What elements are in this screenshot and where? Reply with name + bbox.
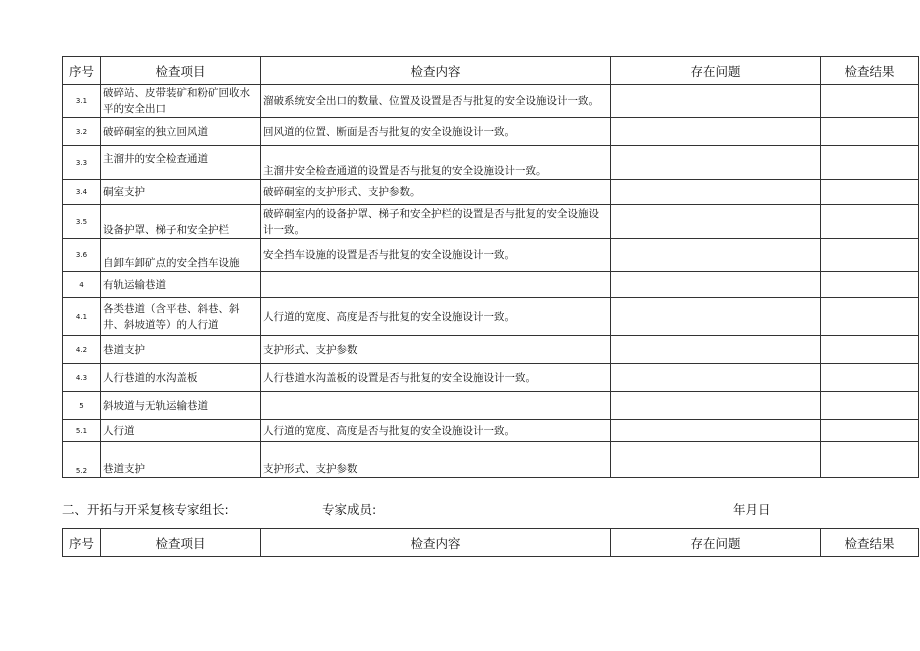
header-result: 检查结果 — [821, 529, 919, 557]
table-header-row — [63, 57, 919, 85]
row-item: 设备护罩、梯子和安全护栏 — [101, 205, 261, 239]
row-item: 斜坡道与无轨运输巷道 — [101, 392, 261, 420]
table-row — [63, 442, 919, 478]
row-number: 3.5 — [63, 205, 101, 239]
row-number: 3.3 — [63, 146, 101, 180]
header-seq: 序号 — [63, 529, 101, 557]
inspection-table-2 — [62, 528, 919, 557]
result-cell[interactable] — [821, 205, 919, 239]
result-cell[interactable] — [821, 298, 919, 336]
row-content — [261, 392, 611, 420]
issue-cell[interactable] — [611, 442, 821, 478]
inspection-table — [62, 56, 919, 478]
header-issue: 存在问题 — [611, 57, 821, 85]
issue-cell[interactable] — [611, 336, 821, 364]
row-content: 人行巷道水沟盖板的设置是否与批复的安全设施设计一致。 — [261, 364, 611, 392]
table-row — [63, 336, 919, 364]
issue-cell[interactable] — [611, 239, 821, 272]
row-number: 4.3 — [63, 364, 101, 392]
row-content: 破碎硐室的支护形式、支护参数。 — [261, 180, 611, 205]
result-cell[interactable] — [821, 118, 919, 146]
row-number: 5.1 — [63, 420, 101, 442]
result-cell[interactable] — [821, 272, 919, 298]
date-label: 年月日 — [733, 502, 771, 517]
row-content: 支护形式、支护参数 — [261, 442, 611, 478]
header-issue: 存在问题 — [611, 529, 821, 557]
row-item: 巷道支护 — [101, 442, 261, 478]
row-number: 3.1 — [63, 85, 101, 118]
issue-cell[interactable] — [611, 180, 821, 205]
issue-cell[interactable] — [611, 298, 821, 336]
issue-cell[interactable] — [611, 85, 821, 118]
row-content: 支护形式、支护参数 — [261, 336, 611, 364]
row-item: 自卸车卸矿点的安全挡车设施 — [101, 239, 261, 272]
row-number: 4.1 — [63, 298, 101, 336]
issue-cell[interactable] — [611, 364, 821, 392]
row-item: 人行巷道的水沟盖板 — [101, 364, 261, 392]
row-item: 硐室支护 — [101, 180, 261, 205]
result-cell[interactable] — [821, 146, 919, 180]
issue-cell[interactable] — [611, 420, 821, 442]
row-number: 5 — [63, 392, 101, 420]
row-number: 5.2 — [63, 442, 101, 478]
row-item: 主溜井的安全检查通道 — [101, 146, 261, 180]
result-cell[interactable] — [821, 239, 919, 272]
expert-members-label: 专家成员: — [322, 502, 377, 517]
table-row — [63, 272, 919, 298]
result-cell[interactable] — [821, 336, 919, 364]
row-content: 破碎硐室内的设备护罩、梯子和安全护栏的设置是否与批复的安全设施设计一致。 — [261, 205, 611, 239]
issue-cell[interactable] — [611, 205, 821, 239]
header-seq: 序号 — [63, 57, 101, 85]
result-cell[interactable] — [821, 85, 919, 118]
issue-cell[interactable] — [611, 272, 821, 298]
row-item: 有轨运输巷道 — [101, 272, 261, 298]
table-header-row — [63, 529, 919, 557]
row-content — [261, 272, 611, 298]
table-row — [63, 420, 919, 442]
row-number: 3.6 — [63, 239, 101, 272]
row-number: 4 — [63, 272, 101, 298]
issue-cell[interactable] — [611, 146, 821, 180]
header-item: 检查项目 — [101, 57, 261, 85]
row-number: 3.4 — [63, 180, 101, 205]
row-item: 各类巷道（含平巷、斜巷、斜井、斜坡道等）的人行道 — [101, 298, 261, 336]
row-content: 溜破系统安全出口的数量、位置及设置是否与批复的安全设施设计一致。 — [261, 85, 611, 118]
row-item: 破碎硐室的独立回风道 — [101, 118, 261, 146]
row-number: 3.2 — [63, 118, 101, 146]
header-item: 检查项目 — [101, 529, 261, 557]
table-row — [63, 298, 919, 336]
table-row — [63, 146, 919, 180]
header-result: 检查结果 — [821, 57, 919, 85]
table-row — [63, 85, 919, 118]
row-content: 人行道的宽度、高度是否与批复的安全设施设计一致。 — [261, 420, 611, 442]
table-row — [63, 180, 919, 205]
issue-cell[interactable] — [611, 118, 821, 146]
row-content: 回风道的位置、断面是否与批复的安全设施设计一致。 — [261, 118, 611, 146]
issue-cell[interactable] — [611, 392, 821, 420]
result-cell[interactable] — [821, 392, 919, 420]
row-content: 主溜井安全检查通道的设置是否与批复的安全设施设计一致。 — [261, 146, 611, 180]
table-row — [63, 364, 919, 392]
result-cell[interactable] — [821, 364, 919, 392]
row-item: 破碎站、皮带装矿和粉矿回收水平的安全出口 — [101, 85, 261, 118]
header-content: 检查内容 — [261, 57, 611, 85]
expert-leader-label: 二、开拓与开采复核专家组长: — [62, 502, 229, 517]
row-item: 巷道支护 — [101, 336, 261, 364]
result-cell[interactable] — [821, 420, 919, 442]
result-cell[interactable] — [821, 180, 919, 205]
row-number: 4.2 — [63, 336, 101, 364]
row-content: 人行道的宽度、高度是否与批复的安全设施设计一致。 — [261, 298, 611, 336]
table-row — [63, 205, 919, 239]
row-content: 安全挡车设施的设置是否与批复的安全设施设计一致。 — [261, 239, 611, 272]
header-content: 检查内容 — [261, 529, 611, 557]
table-row — [63, 239, 919, 272]
row-item: 人行道 — [101, 420, 261, 442]
result-cell[interactable] — [821, 442, 919, 478]
table-row — [63, 392, 919, 420]
table-row — [63, 118, 919, 146]
